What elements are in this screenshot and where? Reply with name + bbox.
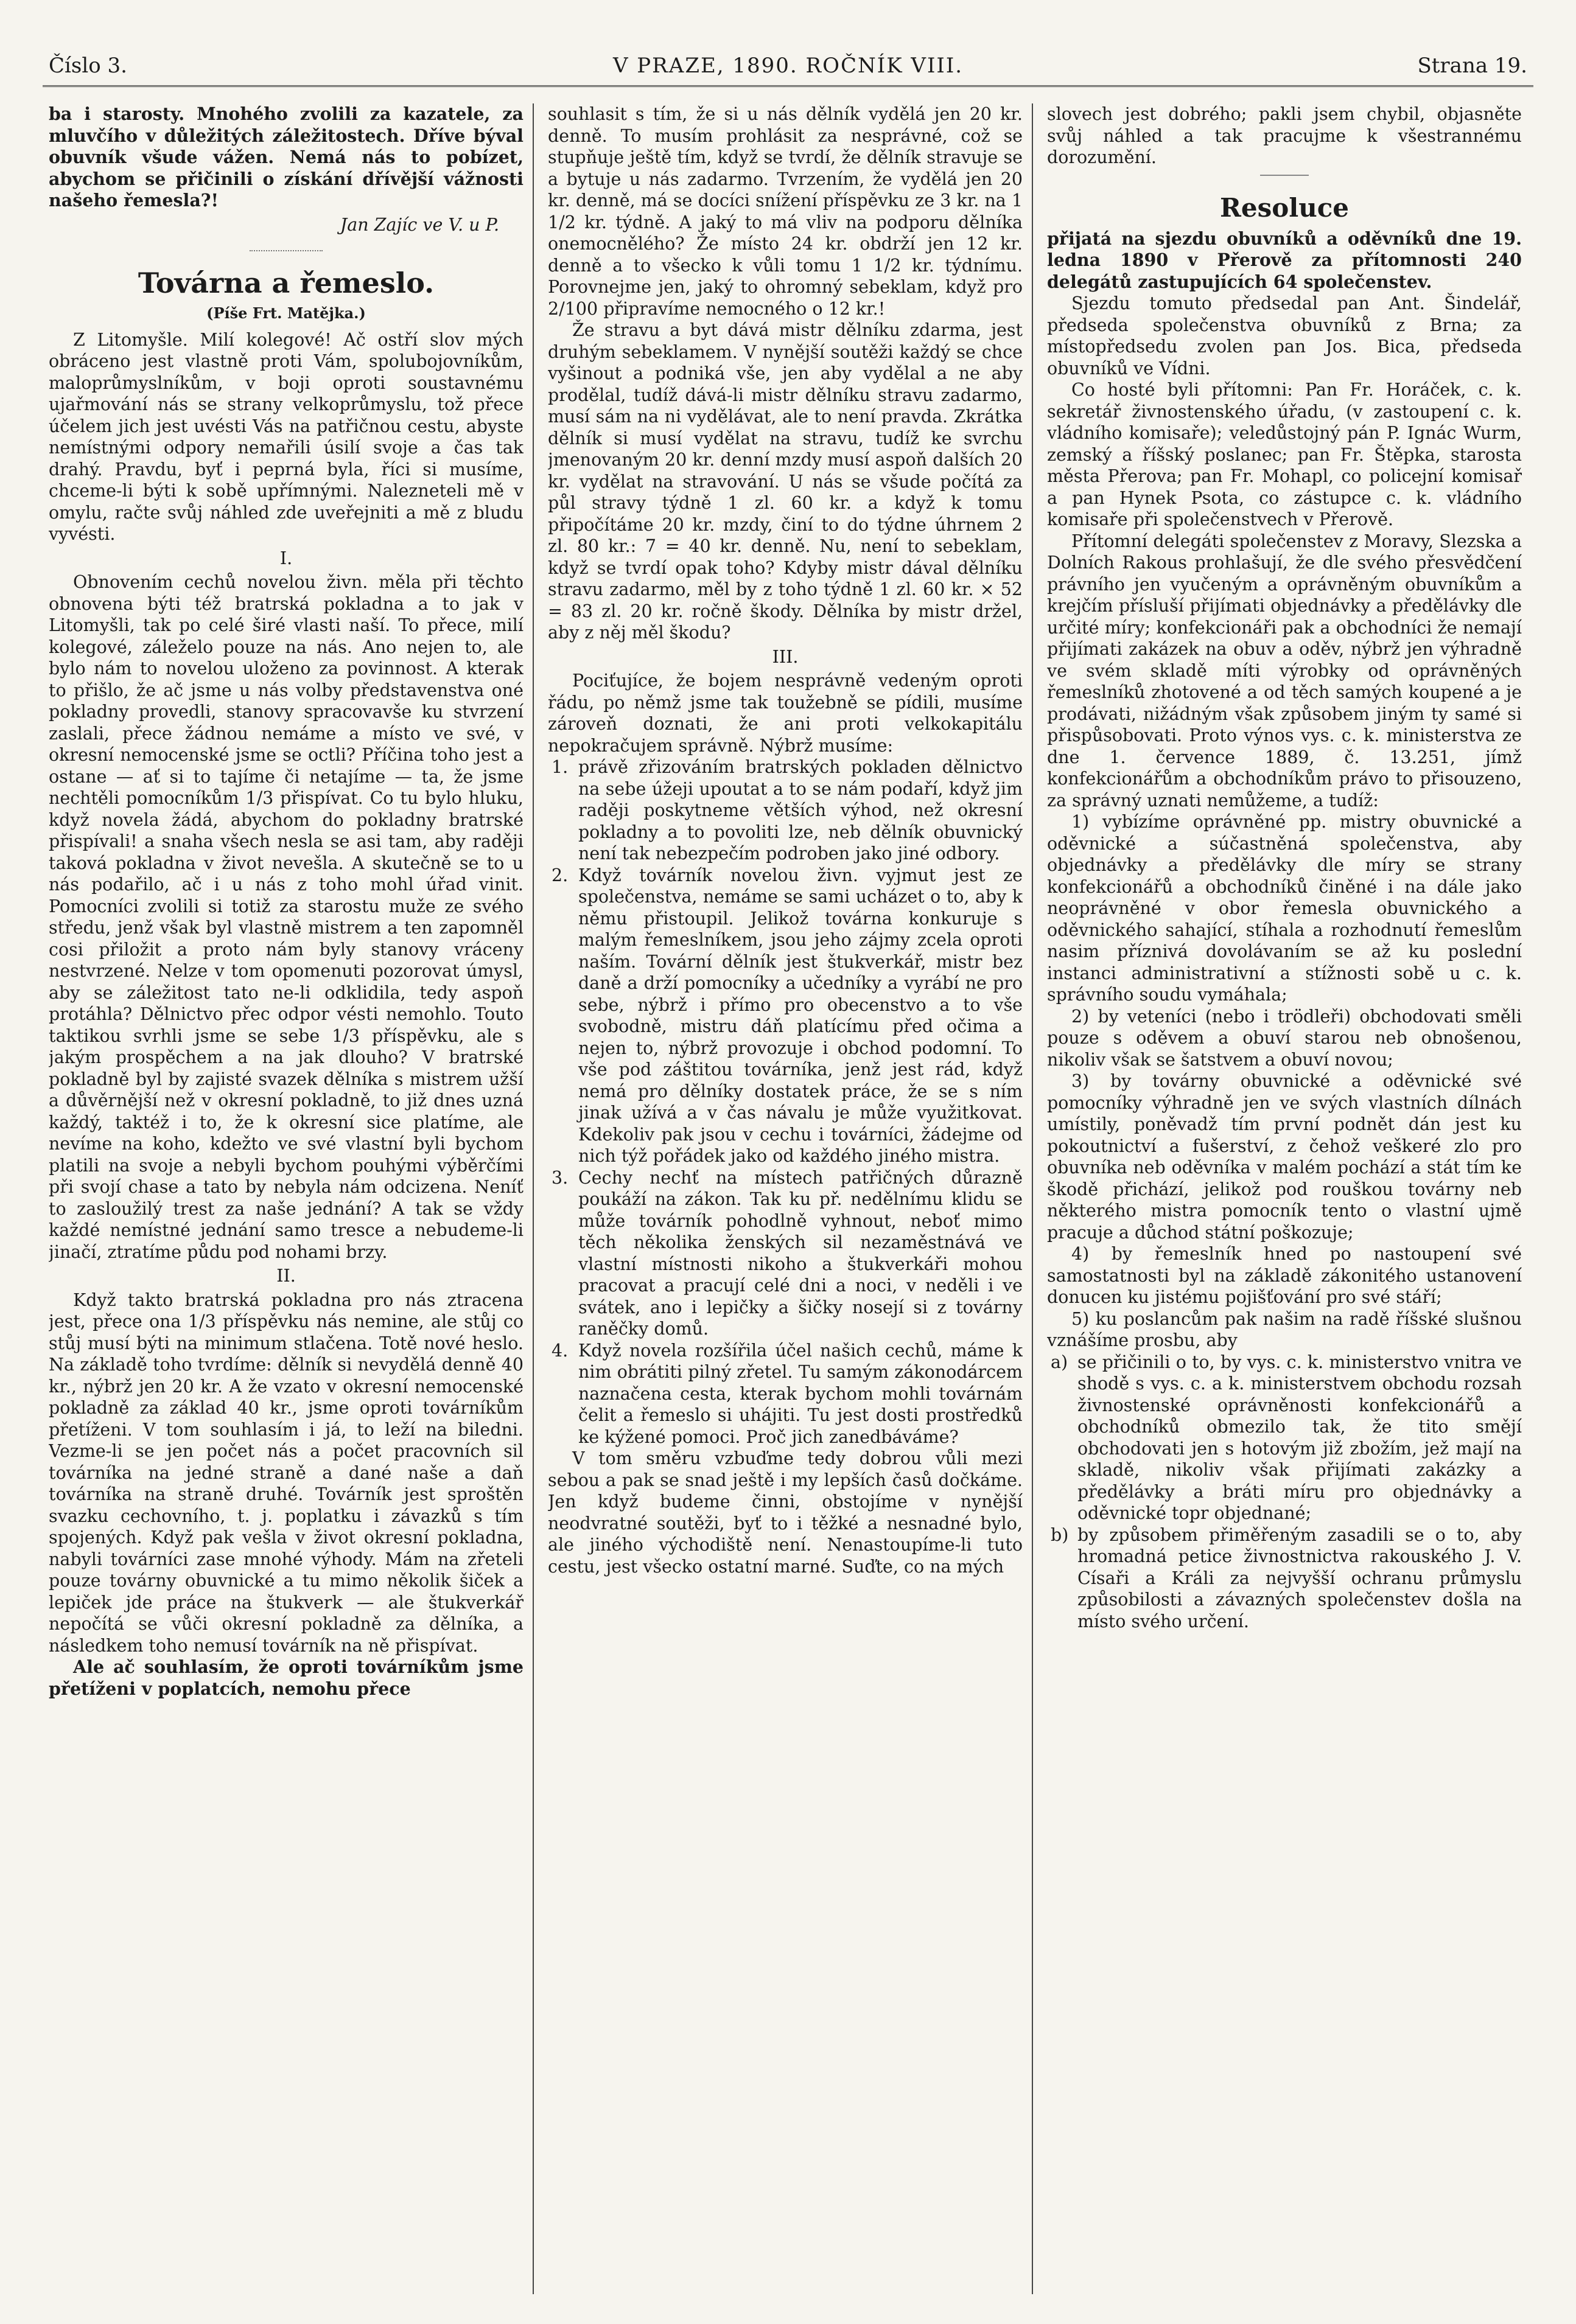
list-letter: b) (1051, 1524, 1069, 1545)
list-text: Když novela rozšířila účel našich cechů, máme k nim obrátiti pilný zřetel. Tu samým zákonodárcem naznačena cesta, kterak bychom mohli továrnám čelit a řemeslo si uhájiti. Tu jest dosti prostředků ke kýžené pomoci. Proč jich zanedbáváme? (578, 1340, 1023, 1447)
list-text: právě zřizováním bratrských pokladen dělnictvo na sebe úžeji upoutat a to se nám podaří, když jim raději poskytneme větších výhod, než okresní pokladny a to povoliti lze, neb dělník obuvnický není tak nebezpečím podroben jako jiné odbory. (578, 757, 1023, 864)
section-heading: I. (279, 548, 293, 568)
lettered-list (1047, 1352, 1522, 1633)
article-lead: Z Litomyšle. Milí kolegové! Ač ostří slov mých obráceno jest vlastně proti Vám, spolubojovníkům, maloprůmyslníkům, v boji oproti soustavnému ujařmování nás se strany velkoprůmyslu, tož přece účelem jich jest uvésti Vás na patřičnou cestu, abyste nemístnými odpory nemařili úsilí svoje a čas tak drahý. Pravdu, byť i peprná byla, říci si musíme, chceme-li býti k sobě upřímnými. Nalezneteli mě v omylu, račte svůj náhled zde uveřejniti a mě z bludu vyvésti. (49, 329, 524, 544)
paragraph: Že stravu a byt dává mistr dělníku zdarma, jest druhým sebeklamem. V nynější soutěži každý se chce vyšinout a podniká vše, jen aby vydělal a ne aby prodělal, tudíž dává-li mistr dělníku stravu zadarmo, musí sám na ni vydělávat, ale to není pravda. Zkrátka dělník si musí vydělat na stravu, tudíž ke svrchu jmenovaným 20 kr. denní mzdy musí aspoň dalších 20 kr. vydělat na stravování. U nás se všude počítá za půl stravy týdně 1 zl. 60 kr. a když k tomu připočítáme 20 kr. mzdy, činí to do týdne úhrnem 2 zl. 80 kr.: 7 = 40 kr. denně. Nu, není to sebeklam, když se tvrdí opak toho? Kdyby mistr dával dělníku stravu zadarmo, měl by z toho týdně 1 zl. 60 kr. × 52 = 83 zl. 20 kr. ročně škody. Dělníka by mistr držel, aby z něj měl škodu? (548, 320, 1023, 643)
column-divider (533, 103, 534, 2294)
column-divider (1032, 103, 1033, 2294)
list-number: 4. (552, 1340, 569, 1361)
paragraph: Když takto bratrská pokladna pro nás ztracena jest, přece ona 1/3 příspěvku nás nemine, ale stůj co stůj musí býti na minimum stlačena. Totě nové heslo. Na základě toho tvrdíme: dělník si nevydělá denně 40 kr., nýbrž jen 20 kr. A že vzato v okresní nemocenské pokladně za základ 40 kr., jsme oproti továrníkům přetíženi. V tom souhlasím i já, to leží na biledni. Vezme-li se jen počet nás a počet pracovních sil továrníka na jedné straně a dané naše a daň továrníka na straně druhé. Továrník jest sproštěn svazku cechovního, t. j. poplatku i závazků s tím spojených. Když pak vešla v život okresní pokladna, nabyli továrníci zase mnohé výhody. Mám na zřeteli pouze továrny obuvnické a tu mimo několik šiček a lepiček jde práce na štukverk — ale štukverkář nepočítá se vůči okresní pokladně za dělníka, a následkem toho nemusí továrník na ně přispívat. (49, 1289, 524, 1656)
page-header (43, 49, 1533, 87)
resolution-point: 1) vybízíme oprávněné pp. mistry obuvnické a oděvnické a súčastněná společenstva, aby objednávky a předělávky dle míry se strany konfekcionářů a obchodníků činěné i na dále jako neoprávněné v obor řemesla obuvnického a oděvnického sahající, stíhala a rozhodnutí řemeslům nasim příznivá dovolávaním se až ku poslední instanci administrativní a stížnosti sobě u c. k. správního soudu vymáhala; (1047, 812, 1522, 1005)
list-item (1047, 1524, 1522, 1633)
article-separator (1260, 175, 1309, 176)
paragraph: slovech jest dobrého; pakli jsem chybil, objasněte svůj náhled a tak pracujme k všestrannému dorozumění. (1047, 104, 1522, 167)
column-3 (1047, 103, 1522, 2300)
list-text: by způsobem přiměřeným zasadili se o to, aby hromadná petice živnostnictva rakouského J. V. Císaři a Králi za nejvyšší ochranu průmyslu způsobilosti a závazných společenstev došla na místo svého určení. (1077, 1524, 1522, 1631)
paragraph: Pociťujíce, že bojem nesprávně vedeným oproti řádu, po němž jsme tak toužebně se pídili, musíme zároveň doznati, že ani proti velkokapitálu nepokračujem správně. Nýbrž musíme: (548, 671, 1023, 756)
paragraph: souhlasit s tím, že si u nás dělník vydělá jen 20 kr. denně. To musím prohlásit za nesprávné, což se stupňuje ještě tím, když se tvrdí, že dělník stravuje se a bytuje u nás zadarmo. Tvrzením, že vydělá jen 20 kr. denně, má se docíci snížení příspěvku ze 3 kr. na 1 1/2 kr. týdně. A jaký to má vliv na podporu dělníka onemocnělého? Že místo 24 kr. obdrží jen 12 kr. denně a to všecko k vůli tomu 1 1/2 kr. týdnímu. Porovnejme jen, jaký to ohromný sebeklam, když pro 2/100 připravíme nemocného o 12 kr.! (548, 104, 1023, 319)
list-number: 1. (552, 757, 569, 777)
list-item (1047, 1352, 1522, 1524)
numbered-list (548, 756, 1023, 1448)
article-signature: Jan Zajíc ve V. u P. (340, 214, 499, 235)
article-separator (250, 250, 323, 251)
paragraph: Sjezdu tomuto předsedal pan Ant. Šindelář, předseda společenstva obuvníků z Brna; za místopředsedu zvolen pan Jos. Bica, předseda obuvníků ve Vídni. (1047, 293, 1522, 379)
previous-article-ending: ba i starosty. Mnohého zvolili za kazatele, za mluvčího v důležitých záležitostech. Dříve býval obuvník všude vážen. Nemá nás to pobízet, abychom se přičinili o získání dřívější vážnosti našeho řemesla?! (49, 103, 524, 211)
list-item (548, 756, 1023, 865)
resolution-point: 5) ku poslancům pak našim na radě říšské slušnou vznášíme prosbu, aby (1047, 1308, 1522, 1350)
resolution-point: 3) by továrny obuvnické a oděvnické své pomocníky výhradně jen ve svých vlastních dílnách umístily, poněvadž tím první podnět dán jest ku pokoutnictví a fušerství, z čehož veškeré zlo pro obuvníka neb oděvníka v malém pochází a stát tím ke škodě přichází, jelikož pod rouškou továrny neb některého mistra pomocník tento o vlastní ujmě pracuje a důchod státní poškozuje; (1047, 1071, 1522, 1243)
resolution-intro: přijatá na sjezdu obuvníků a oděvníků dne 19. ledna 1890 v Přerově za přítomnosti 240 delegátů zastupujících 64 společenstev. (1047, 228, 1522, 292)
section-heading: II. (276, 1266, 296, 1286)
section-heading: III. (772, 646, 799, 667)
article-title: Továrna a řemeslo. (138, 267, 435, 299)
list-item (548, 1167, 1023, 1340)
list-text: Cechy nechť na místech patřičných důrazně poukáží na zákon. Tak ku př. nedělnímu klidu se může továrník pohodlně vyhnout, neboť mimo těch několika ženských sil nezaměstnává ve vlastní místnosti nikoho a štukverkáři mohou pracovat a pracují celé dni a noci, v neděli i ve svátek, ano i lepičky a šičky nosejí si z továrny raněčky domů. (578, 1167, 1023, 1339)
masthead-date: V PRAZE, 1890. ROČNÍK VIII. (612, 54, 964, 78)
resolution-title: Resoluce (1219, 192, 1350, 223)
list-letter: a) (1051, 1352, 1068, 1372)
paragraph: Co hosté byli přítomni: Pan Fr. Horáček, c. k. sekretář živnostenského úřadu, (v zastoupení c. k. vládního komisaře); veledůstojný pán P. Ignác Wurm, zemský a říšský poslanec; pan Fr. Štěpka, starosta města Přerova; pan Fr. Mohapl, co policejní komisař a pan Hynek Psota, co zástupce c. k. vládního komisaře při společenstvech v Přerově. (1047, 380, 1522, 529)
column-1 (49, 103, 524, 2300)
article-byline: (Píše Frt. Matějka.) (206, 304, 366, 322)
page-number: Strana 19. (1417, 54, 1527, 78)
paragraph: Přítomní delegáti společenstev z Moravy, Slezska a Dolních Rakous prohlašují, že dle svého přesvědčení právního jen vyučeným a oprávněným obuvníkům a krejčím přísluší přijímati objednávky a předělávky dle určité míry; konfekcionáři pak a obchodníci že nemají přijímati zakázek na obuv a oděv, nýbrž jen výhradně ve svém skladě míti výrobky od oprávněných řemeslníků zhotovené a od těch samých koupené a je prodávati, nižádným však způsobem jiným ty samé si přispůsobovati. Proto výnos vys. c. k. ministerstva ze dne 1. července 1889, č. 13.251, jímž konfekcionářům a obchodníkům právo to přisouzeno, za správný uznati nemůžeme, a tudíž: (1047, 531, 1522, 811)
list-text: Když továrník novelou živn. vyjmut jest ze společenstva, nemáme se sami ucházet o to, aby k němu přistoupil. Jelikož továrna konkuruje s malým řemeslníkem, jsou jeho zájmy zcela oproti naším. Tovární dělník jest štukverkář, mistr bez daně a drží pomocníky a učedníky a vyrábí ne pro sebe, nýbrž i přímo pro obecenstvo a to vše svobodně, mistru dáň platícímu před očima a nejen to, nýbrž provozuje i obchod podomní. To vše pod záštitou továrníka, jenž jest rád, když nemá pro dělníky dostatek práce, že se s ním jinak užívá a v čas návalu je může využitkovat. Kdekoliv pak jsou v cechu i továrníci, žádejme od nich týž pořádek jako od každého jiného mistra. (578, 865, 1023, 1166)
list-number: 2. (552, 865, 569, 885)
resolution-point: 2) by veteníci (nebo i trödleři) obchodovati směli pouze s oděvem a obuví starou neb obnošenou, nikoliv však se šatstvem a obuví novou; (1047, 1006, 1522, 1070)
list-text: se přičinili o to, by vys. c. k. ministerstvo vnitra ve shodě s vys. c. a k. ministerstvem obchodu rozsah živnostenské oprávněnosti konfekcionářů a obchodníků obmezilo tak, že tito smějí obchodovati jen s hotovým již zbožím, jež mají na skladě, nikoliv však přijímati zakázky a předělávky a bráti míru pro objednávky a oděvnické topr objednané; (1077, 1352, 1522, 1523)
column-2 (548, 103, 1023, 2300)
list-item (548, 865, 1023, 1167)
issue-number: Číslo 3. (49, 54, 127, 78)
resolution-point: 4) by řemeslník hned po nastoupení své samostatnosti byl na základě zákonitého ustanovení donucen ku jistému pojišťování pro své stáří; (1047, 1244, 1522, 1307)
paragraph: V tom směru vzbuďme tedy dobrou vůli mezi sebou a pak se snad ještě i my lepších časů dočkáme. Jen když budeme činni, obstojíme v nynější neodvratné soutěži, byť to i těžké a nesnadné bylo, ale jiného východiště není. Nenastoupíme-li tuto cestu, jest všecko ostatní marné. Suďte, co na mých (548, 1448, 1023, 1577)
list-number: 3. (552, 1167, 569, 1188)
paragraph: Obnovením cechů novelou živn. měla při těchto obnovena býti též bratrská pokladna a to jak v Litomyšli, tak po celé širé vlasti naší. To přece, milí kolegové, záleželo pouze na nás. Ano nejen to, ale bylo nám to novelou uloženo za povinnost. A kterak to přišlo, že ač jsme u nás volby představenstva oné pokladny provedli, stanovy spracovavše ku stvrzení zaslali, přece žádnou nemáme a místo ve své, v okresní nemocenské jsme se octli? Příčina toho jest a ostane — ať si to tajíme či netajíme — ta, že jsme nechtěli pomocníkům 1/3 přispívat. Co tu bylo hluku, když novela žádá, abychom do pokladny bratrské přispívali! a snaha všech nesla se asi tam, aby raději taková pokladna v život nevešla. A skutečně se to u nás podařilo, ač i u nás z toho mohl úřad vinit. Pomocníci zvolili si totiž za starostu muže ze svého středu, jenž však byl vlastně mistrem a ten zapomněl cosi přiložit a proto nám byly stanovy vráceny nestvrzené. Nelze v tom opomenuti pozorovat úmysl, aby se záležitost tato ne-li odklidila, tedy aspoň protáhla? Dělnictvo přec odpor vésti nemohlo. Touto taktikou svrhli jsme se sebe 1/3 příspěvku, ale s jakým prospěchem a na jak dlouho? V bratrské pokladně byl by zajisté svazek dělníka s mistrem užší a důvěrnější než v okresní pokladně, to již dnes uzná každý, taktéž i to, že k okresní sice platíme, ale nevíme na koho, kdežto ve své vlastní byli bychom platili na svoje a nebyli bychom pouhými výběrčími při svojí chase a tato by nebyla nám odcizena. Neníť to zasloužilý trest za naše jednání? A tak se vždy každé nemístné jednání samo tresce a nebudeme-li jinačí, ztratíme půdu pod nohami brzy. (49, 572, 524, 1262)
list-item (548, 1340, 1023, 1448)
paragraph: Ale ač souhlasím, že oproti továrníkům jsme přetíženi v poplatcích, nemohu přece (49, 1656, 524, 1699)
